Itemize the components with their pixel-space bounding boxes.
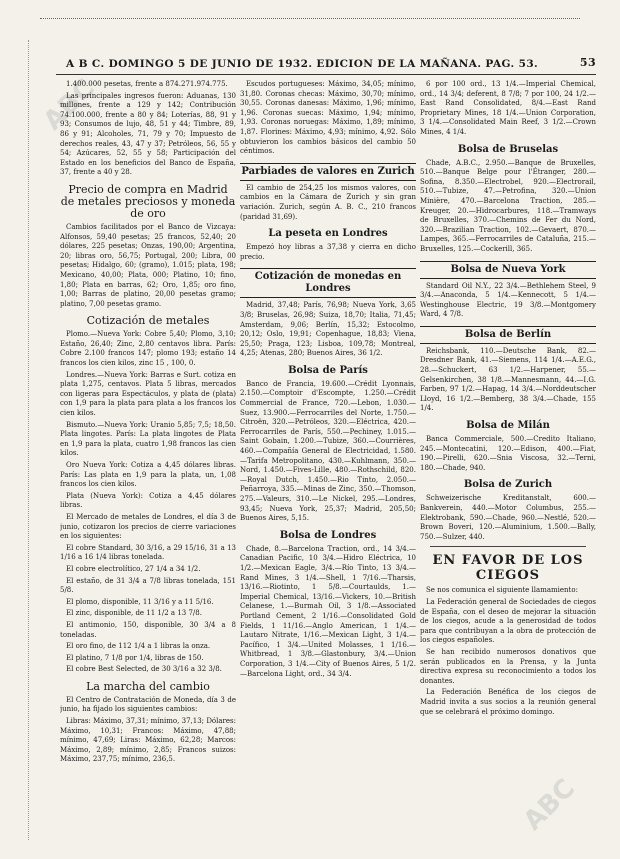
cambios-intro: Escudos portugueses: Máximo, 34,05; mínimo, 31,80. Coronas checas: Máximo, 30,70; mínimo, 30,55. Coronas danesas: Máximo, 1,96; mínimo, 1,96. Coronas suecas: Máximo, 1,94; mínimo, 1,93. Coronas noruegas: Máximo, 1,89; mínimo, 1,87. Florines: Máximo, 4,93; mínimo, 4,92. Sólo obtuvieron los cambios básicos del cambio 50 céntimos.	[240, 80, 416, 156]
left-dotted-border	[28, 40, 31, 840]
bruselas-body: Chade, A.B.C., 2.950.—Banque de Bruxelles, 510.—Banque Belge pour l'Étranger, 280.—Sofina, 8.350.—Electrobel, 920.—Electrorail, 510.—Tubize, 47.—Petrofina, 320.—Union Minière, 470.—Barcelona Traction, 285.—Kreuger, 20.—Hidrocarbures, 118.—Tramways de Bruxelles, 370.—Chemins de Fer du Nord, 320.—Brazilian Traction, 102.—Gevaert, 870.—Lampes, 365.—Ferrocarriles de Cataluña, 215.—Bruxelles, 125.—Cockerill, 365.	[420, 158, 596, 253]
cotizacion-para: Plata (Nueva York): Cotiza a 4,45 dólares libras.	[60, 491, 236, 510]
monedas-heading: Cotización de monedas en Londres	[240, 268, 416, 298]
metales-body: Cambios facilitados por el Banco de Vizcaya: Alfonsos, 59,40 pesetas; 25 francos, 52,40; 20 dólares, 225 pesetas; Onzas, 190,00; Argentina, 20; libras oro, 56,75; Portugal, 200; Libra, 00 pesetas; Hidalgo, 60; (gramo), 1.015; plata, 198; Mexicano, 40,00; Plata, 000; Platino, 10; fino, 1,80; Plata en barras, 62; Oro, 1,85; oro fino, 1,00; Barras de platino, 20,00 pesetas gramo; platino, 7,00 pesetas gramo.	[60, 222, 236, 308]
zurich-heading: Parbiades de valores en Zurich	[240, 163, 416, 181]
ciegos-heading: EN FAVOR DE LOS CIEGOS	[432, 553, 584, 584]
ciegos-para: La Federación Benéfica de los ciegos de Madrid invita a sus socios a la reunión general que se celebrará el próximo domingo.	[420, 688, 596, 716]
londres-body: Chade, 8.—Barcelona Traction, ord., 14 3/4.—Canadian Pacific, 10 3/4.—Hidro Eléctrica, 10 1/2.—Mexican Eagle, 3/4.—Río Tinto, 13 3/4.—Rand Mines, 3 1/4.—Shell, 1 7/16.—Tharsis, 13/16.—Riotinto, 1 5/8.—Courtaulds, 1.—Imperial Chemical, 13/16.—Vickers, 10.—British Celanese, 1.—Burmah Oil, 3 1/8.—Associated Portland Cement, 2 1/16.—Consolidated Gold Fields, 1 11/16.—Anglo American, 1 1/4.—Lautaro Nitrate, 1/16.—Mexican Light, 3 1/4.—Pacífico, 1 3/4.—United Molasses, 1 1/16.—Whitbread, 1 3/8.—Glastonbury, 3/4.—Union Corporation, 3 1/4.—City of Buenos Aires, 5 1/2.—Barcelona Light, ord., 34 3/4.	[240, 544, 416, 678]
cotizacion-heading: Cotización de metales	[86, 314, 210, 328]
column-3	[420, 80, 596, 850]
zurich-body: El cambio de 254,25 los mismos valores, con cambios en la Cámara de Zurich y sin gran variación. Zurich, según A. B. C., 210 francos (paridad 31,69).	[240, 183, 416, 221]
berlin-heading: Bolsa de Berlín	[420, 326, 596, 344]
zurich2-body: Schweizerische Kreditanstalt, 600.—Bankverein, 440.—Motor Columbus, 255.—Elektrobank, 590.—Chade, 960.—Nestlé, 520.—Brown Boveri, 120.—Aluminium, 1.500.—Bally, 750.—Sulzer, 440.	[420, 494, 596, 541]
paris-body: Banco de Francia, 19.600.—Crédit Lyonnais, 2.150.—Comptoir d'Escompte, 1.250.—Crédit Commercial de France, 720.—Lebon, 1.030.—Suez, 13.900.—Ferrocarriles del Norte, 1.750.—Citroën, 320.—Petróleos, 320.—Eléctrica, 420.—Ferrocarriles de París, 550.—Pechiney, 1.015.—Saint Gobain, 1.200.—Tubize, 360.—Courrières, 460.—Compañía General de Electricidad, 1.580.—Tarifa Metropolitano, 430.—Kuhlmann, 350.—Nord, 1.450.—Fives-Lille, 480.—Rothschild, 820.—Royal Dutch, 1.450.—Rio Tinto, 2.050.—Peñarroya, 335.—Minas de Zinc, 350.—Thomson, 275.—Valeurs, 310.—Le Nickel, 295.—Londres, 93,45; Nueva York, 25,37; Madrid, 205,50; Buenos Aires, 5,15.	[240, 379, 416, 523]
page-header	[66, 56, 596, 70]
column-1	[60, 80, 236, 850]
nuevayork-body: Standard Oil N.Y., 22 3/4.—Bethlehem Steel, 9 3/4.—Anaconda, 5 1/4.—Kennecott, 5 1/4.—Westinghouse Electric, 19 3/8.—Montgomery Ward, 4 7/8.	[420, 281, 596, 319]
watermark-top: ABC	[38, 73, 101, 137]
cotizacion-para: El cobre Best Selected, de 30 3/16 a 32 3/8.	[66, 665, 222, 674]
ciegos-para: La Federación general de Sociedades de ciegos de España, con el deseo de mejorar la situación de los ciegos, acude a la generosidad de todos para que contribuyan a la obra de protección de los ciegos españoles.	[420, 597, 596, 645]
intro-paragraph: Las principales ingresos fueron: Aduanas, 130 millones, frente a 129 y 142; Contribución 74.100.000, frente a 80 y 84; Loterías, 88, 91 y 93; Consumos de lujo, 48, 51 y 44; Timbre, 89, 86 y 91; Alcoholes, 71, 79 y 70; Impuesto de derechos reales, 43, 47 y 37; Petróleos, 56, 55 y 54; Azúcares, 52, 55 y 58; Participación del Estado en los beneficios del Banco de España, 37, frente a 40 y 28.	[60, 91, 236, 177]
cotizacion-para: Plomo.—Nueva York: Cobre 5,40; Plomo, 3,10; Estaño, 26,40; Zinc, 2,80 centavos libra. París: Cobre 2.100 francos 147; plomo 193; estaño 14 francos los cien kilos, zinc 15 , 100, 0.	[60, 330, 236, 368]
milan-heading: Bolsa de Milán	[466, 420, 550, 432]
cotizacion-para: Oro Nueva York: Cotiza a 4,45 dólares libras. París: Las plata en 1,9 para la plata, un, 1,08 francos los cien kilos.	[60, 461, 236, 489]
cambio-heading: La marcha del cambio	[86, 679, 210, 693]
col3-intro: 6 por 100 ord., 13 1/4.—Imperial Chemical, ord., 14 3/4; deferent, 8 7/8; 7 por 100, 24 1/2.—East Rand Consolidated, 8/4.—East Rand Proprietary Mines, 18 1/4.—Union Corporation, 3 1/4.—Consolidated Main Reef, 3 1/2.—Crown Mines, 4 1/4.	[420, 80, 596, 136]
bruselas-heading: Bolsa de Bruselas	[457, 143, 559, 155]
section-divider	[430, 546, 586, 547]
cambio-para: Libras: Máximo, 37,31; mínimo, 37,13; Dólares: Máximo, 10,31; Francos: Máximo, 47,88; mínimo, 47,69; Liras: Máximo, 62,28; Marcos: Máximo, 2,89; mínimo, 2,85; Francos suizos: Máximo, 237,75; mínimo, 236,5.	[60, 717, 236, 764]
watermark-bottom: ABC	[518, 773, 581, 837]
londres-heading: Bolsa de Londres	[279, 529, 377, 541]
paris-heading: Bolsa de París	[288, 364, 368, 376]
top-dotted-border	[40, 10, 580, 19]
nuevayork-heading: Bolsa de Nueva York	[420, 261, 596, 279]
ciegos-para: Se han recibido numerosos donativos que serán publicados en la Prensa, y la Junta directiva expresa su reconocimiento a todos los donantes.	[420, 647, 596, 685]
header-rule	[56, 74, 596, 75]
cotizacion-para: El platino, 7 1/8 por 1/4, libras de 150.	[66, 653, 204, 662]
peseta-heading: La peseta en Londres	[268, 228, 388, 240]
cotizacion-para: El cobre electrolítico, 27 1/4 a 34 1/2.	[66, 564, 201, 573]
monedas-body: Madrid, 37,48; París, 76,98; Nueva York, 3,65 3/8; Bruselas, 26,98; Suiza, 18,70; Italia, 71,45; Amsterdam, 9,06; Berlín, 15,32; Estocolmo, 20,12; Oslo, 19,91; Copenhague, 18,83; Viena, 25,50; Praga, 123; Lisboa, 109,78; Montreal, 4,25; Atenas, 280; Buenos Aires, 36 1/2.	[240, 301, 416, 358]
berlin-body: Reichsbank, 110.—Deutsche Bank, 82.—Dresdner Bank, 41.—Siemens, 114 1/4.—A.E.G., 28.—Schuckert, 63 1/2.—Harpener, 55.—Gelsenkirchen, 38 1/8.—Mannesmann, 44.—I.G. Farben, 97 1/2.—Hapag, 14 3/4.—Norddeutscher Lloyd, 16 1/2.—Bemberg, 38 3/4.—Chade, 155 1/4.	[420, 346, 596, 413]
page-number: 53	[579, 56, 596, 69]
cotizacion-para: El plomo, disponible, 11 3/16 y a 11 5/16.	[66, 597, 214, 606]
cambio-para: El Centro de Contratación de Moneda, día 3 de junio, ha fijado los siguientes cambios:	[60, 695, 236, 714]
metales-heading: Precio de compra en Madrid de metales preciosos y moneda de oro	[60, 182, 236, 220]
intro-paragraph: 1.400.000 pesetas, frente a 874.271.974.775.	[66, 80, 228, 88]
ciegos-para: Se nos comunica el siguiente llamamiento:	[426, 586, 578, 595]
cotizacion-para: El estaño, de 31 3/4 a 7/8 libras tonelada, 151 5/8.	[60, 576, 236, 595]
milan-body: Banca Commerciale, 500.—Credito Italiano, 245.—Montecatini, 120.—Edison, 400.—Fiat, 190.—Pirelli, 620.—Snia Viscosa, 32.—Terni, 180.—Chade, 940.	[420, 435, 596, 472]
cotizacion-para: El oro fino, de 112 1/4 a 1 libras la onza.	[66, 642, 211, 651]
cotizacion-para: Londres.—Nueva York: Barras e Surt. cotiza en plata 1,275, centavos. Plata 5 libras, mercados con ligeras para Espectáculos, y plata de (plata) con 1,9 para la plata para plata a los francos los cien kilos.	[60, 370, 236, 418]
cotizacion-para: El Mercado de metales de Londres, el día 3 de junio, cotizaron los precios de cierre variaciones en los siguientes:	[60, 512, 236, 541]
peseta-body: Empezó hoy libras a 37,38 y cierra en dicho precio.	[240, 243, 416, 261]
cotizacion-para: Bismuto.—Nueva York: Uranio 5,85; 7,5; 18,50. Plata lingotes. París: La plata lingotes de Plata en 1,9 para la plata, cuatro 1,98 francos las cien kilos.	[60, 420, 236, 458]
column-2	[240, 80, 416, 850]
cotizacion-para: El cobre Standard, 30 3/16, a 29 15/16, 31 a 13 1/16 a 16 1/4 libras tonelada.	[60, 543, 236, 562]
cotizacion-para: El antimonio, 150, disponible, 30 3/4 a 8 toneladas.	[60, 620, 236, 639]
zurich2-heading: Bolsa de Zurich	[463, 479, 553, 491]
header-title: A B C. DOMINGO 5 DE JUNIO DE 1932. EDICION DE LA MAÑANA. PAG. 53.	[66, 58, 539, 70]
cotizacion-para: El zinc, disponible, de 11 1/2 a 13 7/8.	[66, 609, 202, 618]
